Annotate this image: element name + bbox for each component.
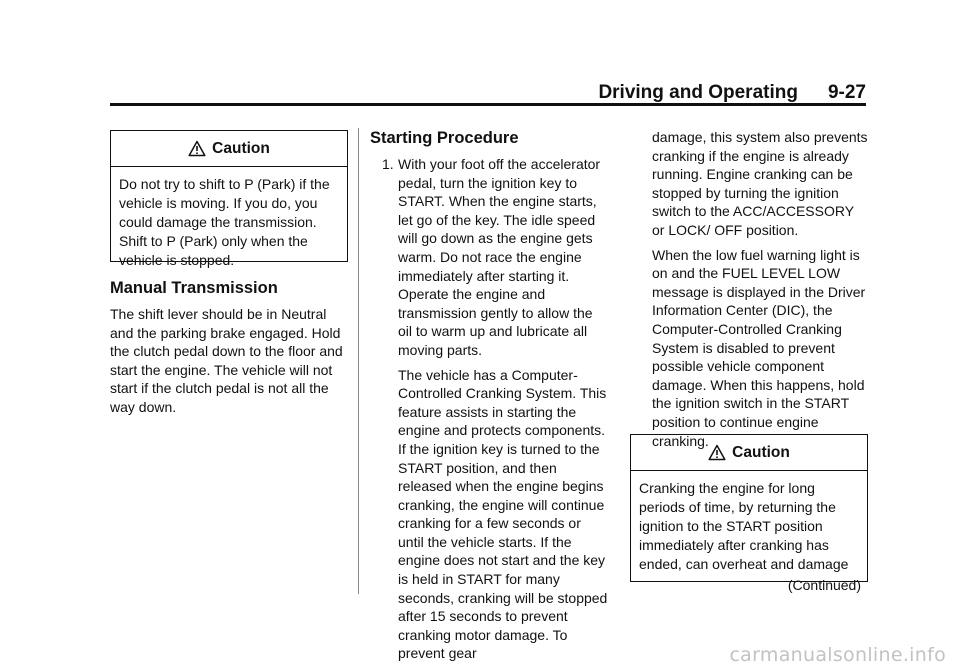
section-title: Driving and Operating: [598, 82, 798, 103]
starting-procedure-heading: Starting Procedure: [370, 129, 519, 147]
starting-procedure-section: [370, 128, 610, 669]
step-text: With your foot off the accelerator pedal, turn the ignition key to START. When the engine starts, let go of the key. The idle speed will go down as the engine gets warm. Do not race the engine immediately after starting it. Operate the engine and transmission gently to allow the oil to warm up and lubricate all moving parts.: [398, 156, 601, 358]
caution-title: Caution: [212, 139, 270, 157]
warning-icon: [188, 140, 206, 157]
page-number: 9-27: [827, 82, 866, 103]
manual-transmission-heading: Manual Transmission: [110, 279, 278, 297]
cranking-system-text: The vehicle has a Computer-Controlled Cranking System. This feature assists in starting the engine and protects components. If the ignition key is turned to the START position, and then released when the engine begins cranking, the engine will continue cranking for a few seconds or until the vehicle starts. If the engine does not start and the key is held in START for many seconds, cranking will be stopped after 15 seconds to prevent cranking motor damage. To prevent gear: [398, 366, 608, 662]
step-number: 1.: [382, 156, 394, 172]
header-rule: [110, 103, 866, 106]
warning-icon: [708, 444, 726, 461]
steps-list: [370, 155, 610, 360]
continued-label: (Continued): [787, 577, 861, 593]
page-header: [110, 82, 866, 104]
watermark: carmanualsonline.info: [729, 644, 946, 666]
starting-procedure-continued: [624, 128, 868, 456]
list-item: [370, 155, 610, 360]
caution-box-cranking: [630, 434, 868, 593]
caution-heading: [111, 131, 347, 167]
manual-transmission-section: [110, 278, 350, 423]
caution-text: Cranking the engine for long periods of time, by returning the ignition to the START position immediately after cranking has ended, can overheat and damage: [639, 480, 849, 572]
column-divider: [358, 128, 359, 594]
manual-transmission-text: The shift lever should be in Neutral and the parking brake engaged. Hold the clutch pedal down to the floor and start the engine. The vehicle will not start if the clutch pedal is not all the way down.: [110, 306, 343, 415]
cranking-system-text-continued: damage, this system also prevents cranking if the engine is already running. Engine cranking can be stopped by turning the ignition switch to the ACC/ACCESSORY or LOCK/ OFF position.: [652, 129, 868, 238]
caution-text: Do not try to shift to P (Park) if the vehicle is moving. If you do, you could damage the transmission. Shift to P (Park) only when the vehicle is stopped.: [119, 176, 330, 268]
caution-box-shift: [110, 130, 348, 268]
low-fuel-text: When the low fuel warning light is on and the FUEL LEVEL LOW message is displayed in the Driver Information Center (DIC), the Computer-Controlled Cranking System is disabled to prevent possible vehicle component damage. When this happens, hold the ignition switch in the START position to continue engine cranking.: [652, 246, 866, 449]
caution-heading: [631, 435, 867, 471]
caution-title: Caution: [732, 443, 790, 461]
